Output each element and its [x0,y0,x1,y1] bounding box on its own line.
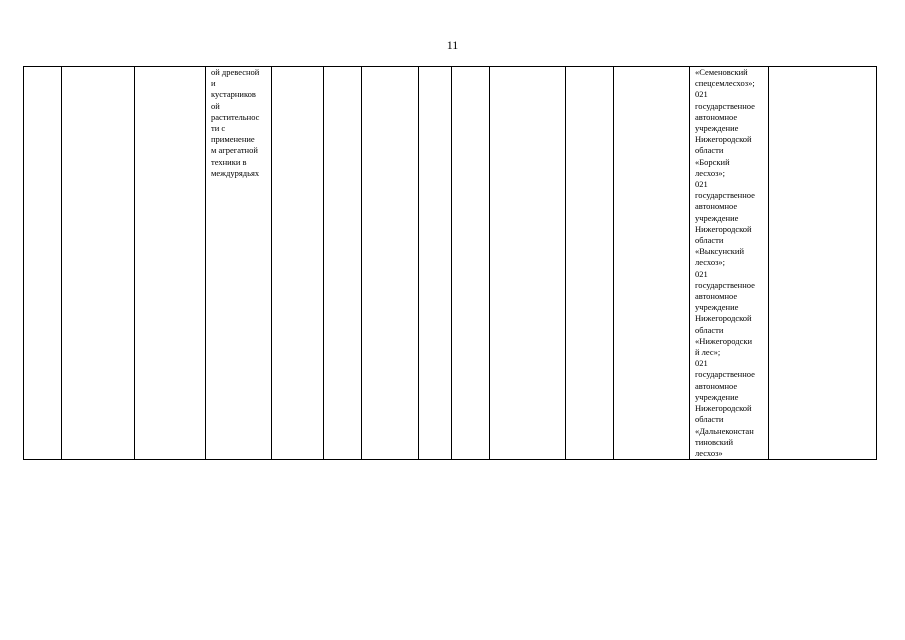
table-cell-col9 [452,67,490,460]
table-cell-col11 [566,67,614,460]
table-cell-col7 [362,67,419,460]
table-cell-col8 [419,67,452,460]
table-cell-col6 [324,67,362,460]
document-table [23,66,877,460]
table-cell-col5 [272,67,324,460]
institutions-text: «Семеновский спецсемлесхоз»; 021 государственное автономное учреждение Нижегородской области «Борский лесхоз»; 021 государственное автономное учреждение Нижегородской области «Выксунский лесхоз»; 021 государственное автономное учреждение Нижегородской области «Нижегородски й лес»; 021 государственное автономное учреждение Нижегородской области «Дальнеконстан тиновский лесхоз» [695,67,755,458]
table-cell-col1 [24,67,62,460]
table-cell-col10 [490,67,566,460]
work-description-text: ой древесной и кустарников ой растительнос ти с применение м агрегатной техники в междурядьях [211,67,260,178]
table-row [24,67,877,460]
table-cell-institutions [690,67,769,460]
page-number: 11 [446,38,459,52]
table-cell-work-description [206,67,272,460]
table-cell-col12 [614,67,690,460]
table-cell-col14 [769,67,877,460]
table-cell-col2 [62,67,135,460]
table-cell-col3 [135,67,206,460]
